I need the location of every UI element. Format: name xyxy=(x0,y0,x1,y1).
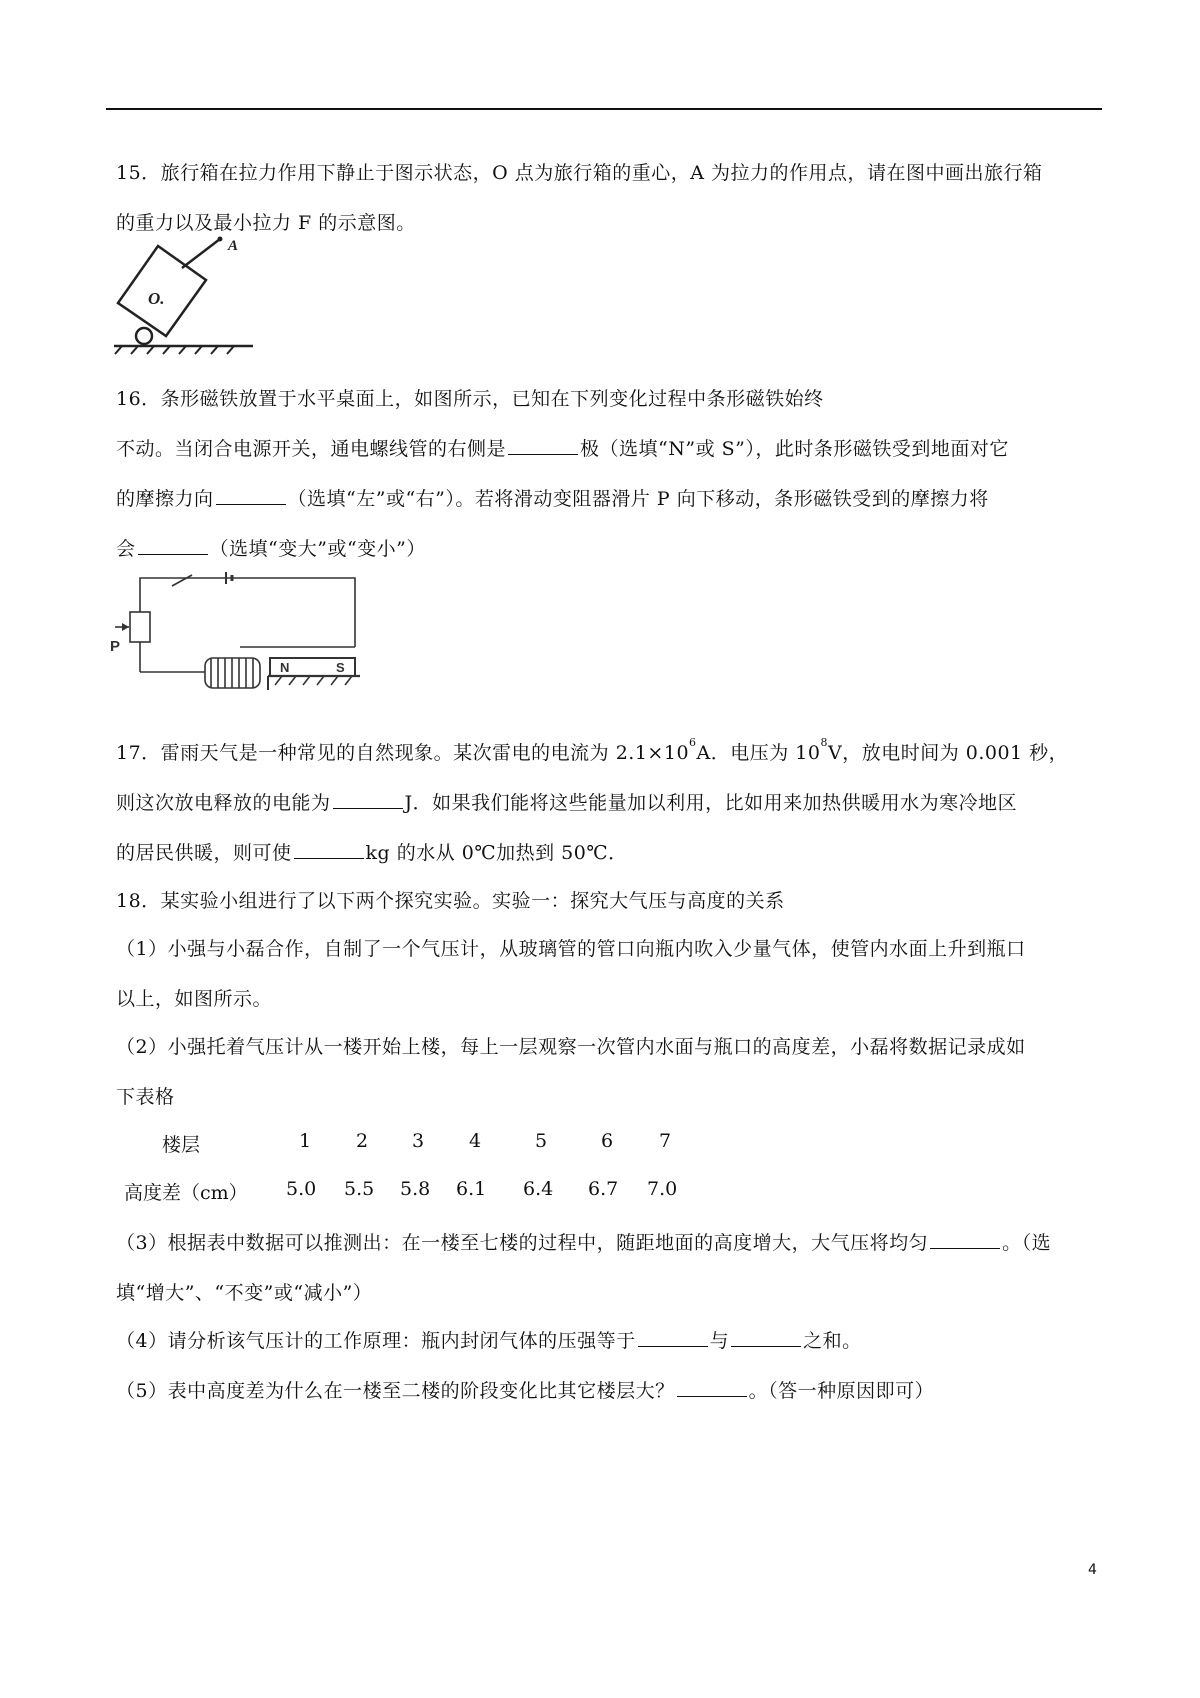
q16-line2-part1: 不动。当闭合电源开关，通电螺线管的右侧是 xyxy=(116,438,507,460)
point-o-label: O. xyxy=(148,289,165,308)
q17-voltage-exponent: 8 xyxy=(820,736,828,749)
table-floor-cell: 7 xyxy=(659,1130,672,1152)
q15-text-line1: 15．旅行箱在拉力作用下静止于图示状态，O 点为旅行箱的重心，A 为拉力的作用点，请在图中画出旅行箱 xyxy=(116,162,1043,184)
q16-blank-friction-change xyxy=(138,536,208,555)
solenoid-coils xyxy=(211,658,253,688)
table-floor-cell: 4 xyxy=(469,1130,482,1152)
switch-lever xyxy=(172,575,192,586)
q17-text-line3 xyxy=(116,838,628,865)
point-a-label: A xyxy=(228,238,239,254)
q18-p5-line xyxy=(116,1376,934,1403)
table-floor-cell: 3 xyxy=(412,1130,425,1152)
q18-p4-part3: 之和。 xyxy=(803,1330,862,1352)
table-row2-label: 高度差（cm） xyxy=(124,1182,248,1204)
q16-line4-part2: （选填“变大”或“变小”） xyxy=(209,538,426,560)
q17-line3-part2: kg 的水从 0℃加热到 50℃． xyxy=(365,842,628,864)
q18-p4-part1: （4）请分析该气压计的工作原理：瓶内封闭气体的压强等于 xyxy=(116,1330,636,1352)
q18-p3-part2: 。（选 xyxy=(1002,1232,1052,1254)
q16-text-line1: 16．条形磁铁放置于水平桌面上，如图所示，已知在下列变化过程中条形磁铁始终 xyxy=(116,388,824,410)
suitcase-handle xyxy=(182,239,220,268)
point-a-marker xyxy=(218,237,223,242)
table-height-cell: 6.1 xyxy=(456,1178,487,1200)
table-floor-cell: 6 xyxy=(601,1130,614,1152)
magnet-s-label: S xyxy=(336,660,345,675)
suitcase-wheel xyxy=(136,328,152,344)
q16-text-line2 xyxy=(116,434,1009,461)
q16-text-line3 xyxy=(116,484,989,511)
q17-blank-mass xyxy=(294,840,364,859)
q16-blank-friction-direction xyxy=(216,486,286,505)
q18-p3-line1 xyxy=(116,1228,1051,1255)
q17-line3-part1: 的居民供暖，则可使 xyxy=(116,842,292,864)
magnet-n-label: N xyxy=(280,660,290,675)
q16-line3-part1: 的摩擦力向 xyxy=(116,488,214,510)
header-rule xyxy=(106,108,1102,110)
q17-text-line1 xyxy=(116,738,1068,765)
q18-blank-pressure-2 xyxy=(731,1328,801,1347)
q16-line2-part2: 极（选填“N”或 S”），此时条形磁铁受到地面对它 xyxy=(580,438,1009,460)
slider-p-label: P xyxy=(110,638,121,655)
table-height-cell: 5.0 xyxy=(286,1178,317,1200)
table-floor-cell: 1 xyxy=(299,1130,312,1152)
q17-text-line2 xyxy=(116,788,1017,815)
table-height-cell: 6.4 xyxy=(523,1178,554,1200)
table-height-cell: 5.8 xyxy=(400,1178,431,1200)
top-wire xyxy=(140,578,355,647)
q17-line2-part2: J．如果我们能将这些能量加以利用，比如用来加热供暖用水为寒冷地区 xyxy=(404,792,1018,814)
q18-p1-line1: （1）小强与小磊合作，自制了一个气压计，从玻璃管的管口向瓶内吹入少量气体，使管内水面上升到瓶口 xyxy=(116,938,1026,960)
q15-suitcase-figure xyxy=(108,228,258,356)
q18-p4-line xyxy=(116,1326,862,1353)
q17-blank-energy xyxy=(333,790,403,809)
q18-p5-part2: 。（答一种原因即可） xyxy=(748,1380,935,1402)
table-hatching xyxy=(275,676,352,685)
q16-line3-part2: （选填“左”或“右”）。若将滑动变阻器滑片 P 向下移动，条形磁铁受到的摩擦力将 xyxy=(287,488,989,510)
q18-p5-part1: （5）表中高度差为什么在一楼至二楼的阶段变化比其它楼层大？ xyxy=(116,1380,675,1402)
table-row1-label: 楼层 xyxy=(162,1134,201,1156)
q15-text-line2: 的重力以及最小拉力 F 的示意图。 xyxy=(116,212,416,234)
q18-blank-pressure-1 xyxy=(638,1328,708,1347)
q17-line2-part1: 则这次放电释放的电能为 xyxy=(116,792,331,814)
q18-text-line1: 18．某实验小组进行了以下两个探究实验。实验一：探究大气压与高度的关系 xyxy=(116,890,785,912)
table-height-cell: 6.7 xyxy=(588,1178,619,1200)
q17-current-exponent: 6 xyxy=(689,736,697,749)
table-floor-cell: 2 xyxy=(356,1130,369,1152)
table-floor-cell: 5 xyxy=(535,1130,548,1152)
rheostat xyxy=(130,612,150,642)
q16-line4-part1: 会 xyxy=(116,538,136,560)
q17-line1-part2: A．电压为 10 xyxy=(696,742,821,764)
q18-p2-line2: 下表格 xyxy=(116,1086,175,1108)
q17-line1-part1: 17．雷雨天气是一种常见的自然现象。某次雷电的电流为 2.1×10 xyxy=(116,742,690,764)
q18-p4-part2: 与 xyxy=(709,1330,730,1352)
q18-p2-line1: （2）小强托着气压计从一楼开始上楼，每上一层观察一次管内水面与瓶口的高度差，小磊将数据记录成如 xyxy=(116,1036,1026,1058)
q18-p3-part1: （3）根据表中数据可以推测出：在一楼至七楼的过程中，随距地面的高度增大，大气压将均匀 xyxy=(116,1232,929,1254)
page-number: 4 xyxy=(1088,1562,1097,1578)
q16-text-line4 xyxy=(116,534,426,561)
q16-blank-pole xyxy=(508,436,578,455)
q17-line1-part3: V，放电时间为 0.001 秒， xyxy=(827,742,1069,764)
q16-circuit-figure xyxy=(110,572,360,690)
q18-blank-pressure-trend xyxy=(930,1230,1000,1249)
q18-blank-reason xyxy=(677,1378,747,1397)
q18-p1-line2: 以上，如图所示。 xyxy=(116,988,273,1010)
q18-p3-line2: 填“增大”、“不变”或“减小”） xyxy=(116,1282,373,1304)
table-height-cell: 5.5 xyxy=(344,1178,375,1200)
table-height-cell: 7.0 xyxy=(647,1178,678,1200)
